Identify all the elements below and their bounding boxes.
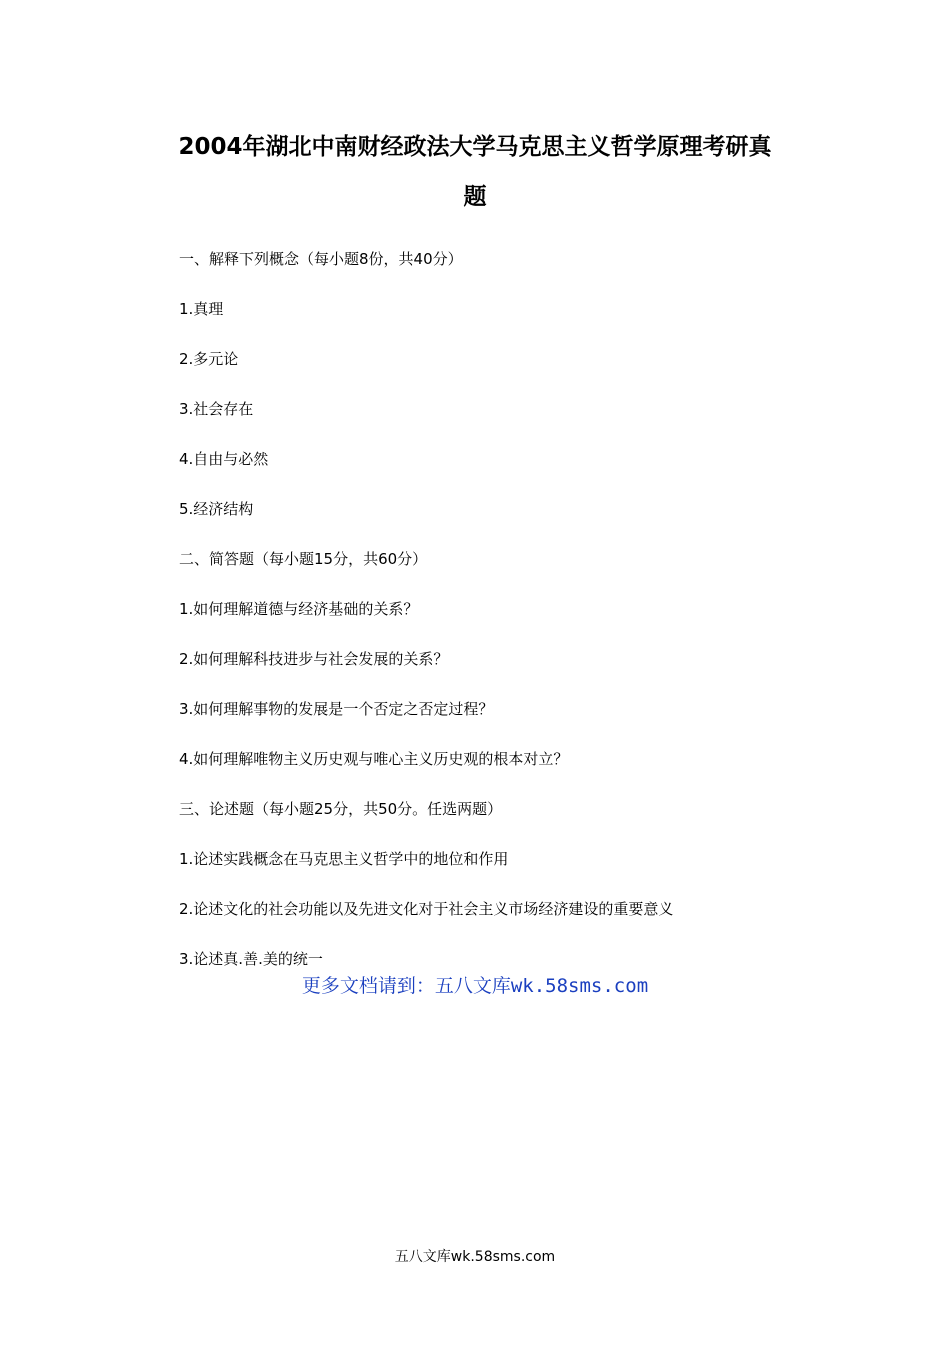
question-item: 3.社会存在 — [179, 400, 254, 418]
question-item: 3.论述真.善.美的统一 — [179, 950, 323, 968]
question-item: 2.多元论 — [179, 350, 239, 368]
section-heading-short-answer: 二、简答题（每小题15分，共60分） — [179, 550, 428, 568]
question-item: 1.论述实践概念在马克思主义哲学中的地位和作用 — [179, 850, 509, 868]
section-heading-definitions: 一、解释下列概念（每小题8份，共40分） — [179, 250, 463, 268]
promo-link[interactable]: 更多文档请到：五八文库wk.58sms.com — [301, 975, 649, 997]
question-item: 2.论述文化的社会功能以及先进文化对于社会主义市场经济建设的重要意义 — [179, 900, 674, 918]
question-item: 4.如何理解唯物主义历史观与唯心主义历史观的根本对立？ — [179, 750, 569, 768]
question-item: 4.自由与必然 — [179, 450, 269, 468]
document-title-line-2: 题 — [463, 184, 487, 210]
document-title-line-1: 2004年湖北中南财经政法大学马克思主义哲学原理考研真 — [178, 134, 772, 160]
question-item: 5.经济结构 — [179, 500, 254, 518]
question-item: 2.如何理解科技进步与社会发展的关系？ — [179, 650, 449, 668]
question-item: 1.如何理解道德与经济基础的关系？ — [179, 600, 419, 618]
page-footer: 五八文库wk.58sms.com — [394, 1249, 556, 1265]
section-heading-essay: 三、论述题（每小题25分，共50分。任选两题） — [179, 800, 503, 818]
question-item: 1.真理 — [179, 300, 224, 318]
question-item: 3.如何理解事物的发展是一个否定之否定过程？ — [179, 700, 494, 718]
